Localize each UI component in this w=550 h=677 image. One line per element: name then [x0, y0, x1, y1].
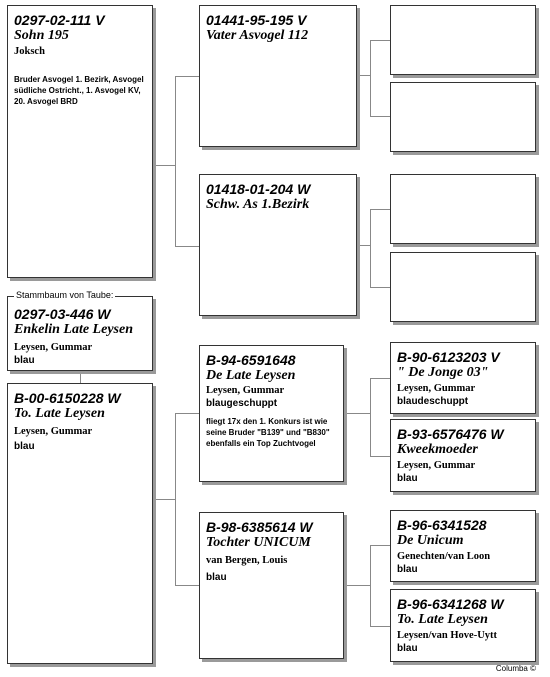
mfm-name: Kweekmoeder [397, 442, 478, 457]
mmm-ring: B-96-6341268 W [397, 596, 504, 612]
stammbaum-label: Stammbaum von Taube: [16, 290, 114, 300]
mfm-ring: B-93-6576476 W [397, 426, 504, 442]
ancestor-card-empty[interactable] [390, 252, 536, 322]
mf-color: blaugeschuppt [206, 398, 278, 409]
connector [370, 40, 390, 41]
father-ring: 0297-02-111 V [14, 12, 105, 28]
father-card[interactable] [7, 5, 153, 278]
mf-name: De Late Leysen [206, 368, 296, 383]
mff-name: " De Jonge 03" [397, 365, 489, 380]
ff-name: Vater Asvogel 112 [206, 28, 309, 43]
connector [175, 585, 199, 586]
subject-card[interactable] [7, 296, 153, 371]
connector [153, 165, 175, 166]
father-father-card[interactable] [199, 5, 357, 147]
fm-name: Schw. As 1.Bezirk [206, 197, 310, 212]
ancestor-card-empty[interactable] [390, 5, 536, 75]
mm-color: blau [206, 572, 227, 583]
mmm-owner: Leysen/van Hove-Uytt [397, 630, 498, 641]
mmm-name: To. Late Leysen [397, 612, 488, 627]
connector [370, 287, 390, 288]
connector [370, 116, 390, 117]
connector [370, 545, 371, 626]
fm-ring: 01418-01-204 W [206, 181, 311, 197]
connector [370, 209, 371, 287]
mmf-card[interactable] [390, 510, 536, 582]
subject-ring: 0297-03-446 W [14, 306, 111, 322]
connector [370, 626, 390, 627]
subject-name: Enkelin Late Leysen [14, 322, 133, 337]
mf-ring: B-94-6591648 [206, 352, 296, 368]
mff-ring: B-90-6123203 V [397, 349, 500, 365]
mother-ring: B-00-6150228 W [14, 390, 121, 406]
ancestor-card-empty[interactable] [390, 174, 536, 244]
father-note: Bruder Asvogel 1. Bezirk, Asvogel südliche Ostricht., 1. Asvogel KV, 20. Asvogel BRD [14, 75, 144, 106]
subject-color: blau [14, 355, 35, 366]
mf-note: fliegt 17x den 1. Konkurs ist wie seine Bruder "B139" und "B830" ebenfalls ein Top Zuchtvogel [206, 417, 330, 448]
mother-owner: Leysen, Gummar [14, 426, 93, 437]
connector [153, 499, 175, 500]
mmf-color: blau [397, 564, 418, 575]
mm-ring: B-98-6385614 W [206, 519, 313, 535]
father-name: Sohn 195 [14, 28, 69, 43]
mmf-ring: B-96-6341528 [397, 517, 487, 533]
connector [357, 245, 370, 246]
mother-color: blau [14, 441, 35, 452]
ff-ring: 01441-95-195 V [206, 12, 307, 28]
connector [370, 40, 371, 116]
father-owner: Joksch [14, 46, 45, 57]
mfm-owner: Leysen, Gummar [397, 460, 476, 471]
father-mother-card[interactable] [199, 174, 357, 316]
mother-father-card[interactable] [199, 345, 344, 482]
connector [175, 413, 199, 414]
mother-card[interactable] [7, 383, 153, 664]
ancestor-card-empty[interactable] [390, 82, 536, 152]
mm-name: Tochter UNICUM [206, 535, 311, 550]
mfm-card[interactable] [390, 419, 536, 492]
connector [370, 378, 390, 379]
mmm-card[interactable] [390, 589, 536, 662]
connector [357, 75, 370, 76]
mff-owner: Leysen, Gummar [397, 383, 476, 394]
mf-owner: Leysen, Gummar [206, 385, 285, 396]
connector [370, 378, 371, 456]
connector [175, 76, 199, 77]
connector [80, 371, 81, 383]
connector [344, 585, 370, 586]
connector [175, 413, 176, 585]
subject-owner: Leysen, Gummar [14, 342, 93, 353]
connector [175, 76, 176, 246]
mmf-owner: Genechten/van Loon [397, 551, 491, 562]
mother-name: To. Late Leysen [14, 406, 105, 421]
mff-card[interactable] [390, 342, 536, 414]
mmf-name: De Unicum [397, 533, 464, 548]
mff-color: blaudeschuppt [397, 396, 469, 407]
mfm-color: blau [397, 473, 418, 484]
connector [175, 246, 199, 247]
connector [370, 209, 390, 210]
connector [344, 413, 370, 414]
connector [370, 545, 390, 546]
mother-mother-card[interactable] [199, 512, 344, 659]
footer-credit: Columba © [495, 664, 536, 673]
mmm-color: blau [397, 643, 418, 654]
mm-owner: van Bergen, Louis [206, 555, 288, 566]
connector [370, 456, 390, 457]
